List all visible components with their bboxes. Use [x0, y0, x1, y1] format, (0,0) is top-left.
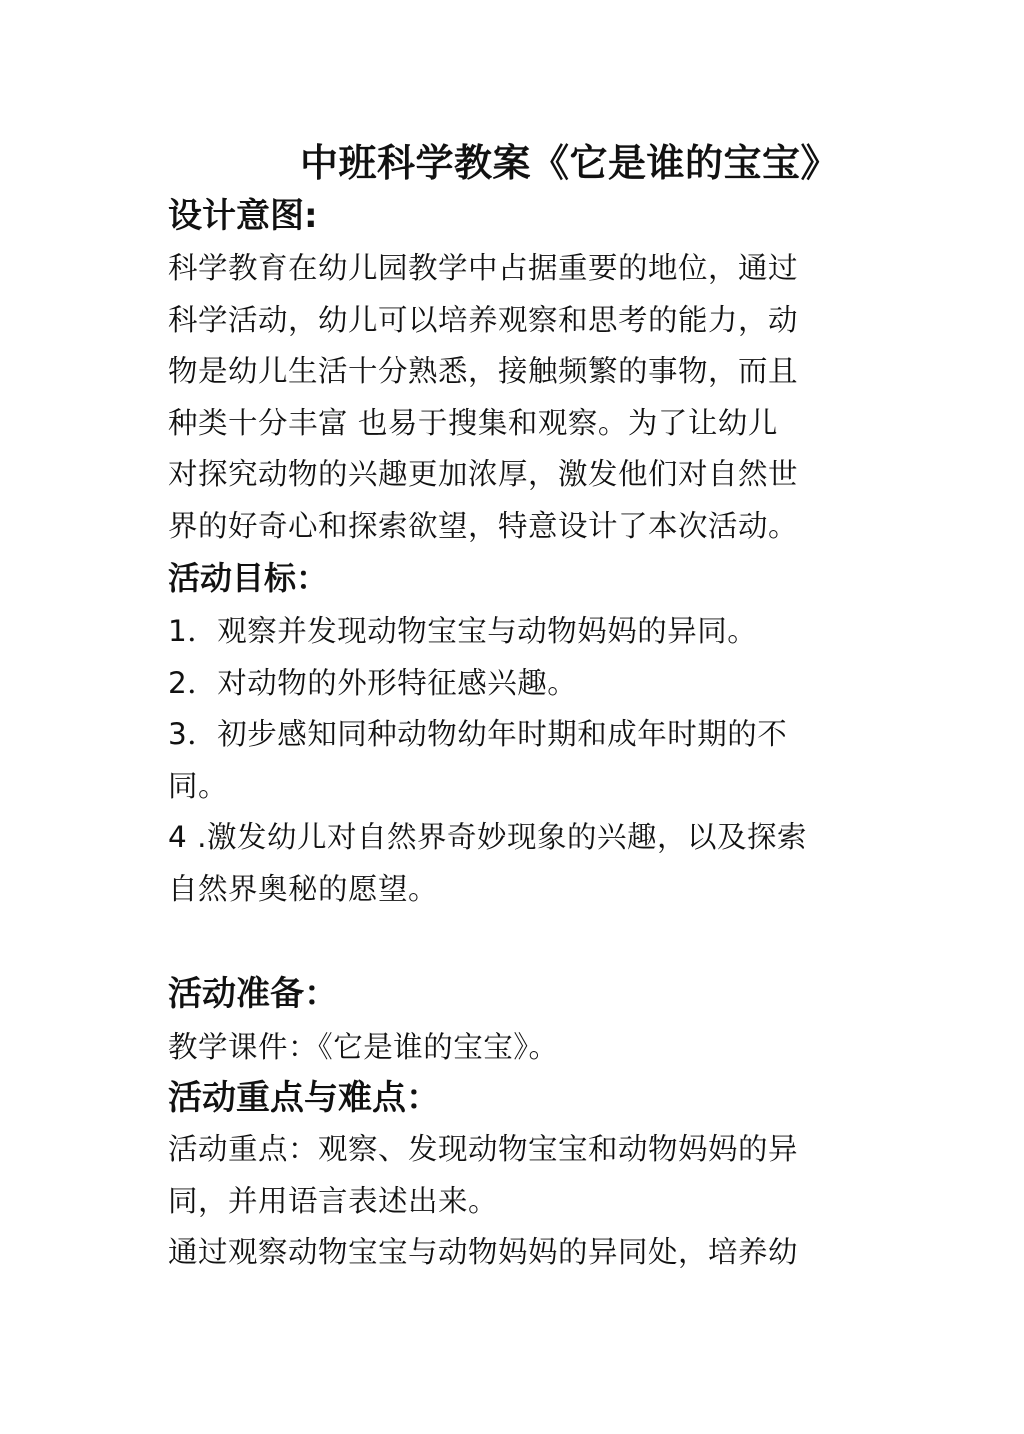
section-heading-goals: 活动目标： [168, 559, 329, 597]
text-line: 物是幼儿生活十分熟悉，接触频繁的事物，而且 [168, 354, 799, 389]
list-item-continuation: 同。 [168, 768, 229, 803]
list-item: 3．初步感知同种动物幼年时期和成年时期的不 [168, 717, 788, 752]
document-title: 中班科学教案《它是谁的宝宝》 [300, 141, 840, 185]
section-body-prep [168, 1022, 559, 1074]
section-heading-prep: 活动准备： [168, 974, 338, 1014]
section-body-goals [168, 606, 807, 916]
text-line: 教学课件：《它是谁的宝宝》。 [168, 1030, 559, 1064]
section-heading-intent: 设计意图: [168, 196, 318, 236]
list-item-continuation: 自然界奥秘的愿望。 [168, 871, 439, 906]
text-line: 同，并用语言表述出来。 [168, 1183, 499, 1218]
text-line: 通过观察动物宝宝与动物妈妈的异同处，培养幼 [168, 1235, 799, 1270]
list-item: 2．对动物的外形特征感兴趣。 [168, 665, 578, 700]
list-item: 1．观察并发现动物宝宝与动物妈妈的异同。 [168, 614, 758, 648]
text-line: 对探究动物的兴趣更加浓厚，激发他们对自然世 [168, 457, 799, 492]
text-line: 科学活动，幼儿可以培养观察和思考的能力，动 [168, 302, 799, 337]
list-item: 4 .激发幼儿对自然界奇妙现象的兴趣，以及探索 [168, 820, 808, 855]
text-line: 科学教育在幼儿园教学中占据重要的地位，通过 [168, 251, 799, 285]
section-body-focus [168, 1124, 798, 1279]
text-line: 种类十分丰富 也易于搜集和观察。为了让幼儿 [168, 405, 778, 440]
text-line: 活动重点：观察、发现动物宝宝和动物妈妈的异 [168, 1132, 799, 1166]
section-heading-focus: 活动重点与难点： [168, 1078, 440, 1118]
section-body-intent [168, 243, 798, 553]
text-line: 界的好奇心和探索欲望，特意设计了本次活动。 [168, 508, 799, 543]
